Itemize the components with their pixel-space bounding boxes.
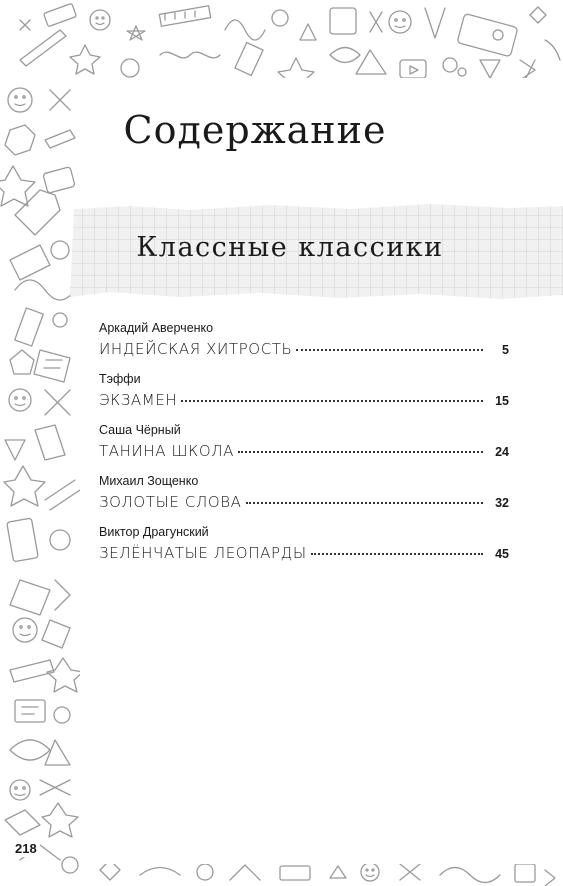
section-title: Классные классики	[136, 232, 444, 263]
toc-dot-leader	[296, 349, 483, 351]
toc-author: Саша Чёрный	[99, 423, 181, 437]
toc-author: Тэффи	[99, 372, 141, 386]
toc-dot-leader	[246, 502, 483, 504]
toc-page-number: 24	[495, 445, 509, 459]
toc-entry	[99, 473, 509, 524]
toc-story-title: ЗОЛОТЫЕ СЛОВА	[99, 493, 242, 511]
toc-author: Виктор Драгунский	[99, 525, 209, 539]
toc-page-number: 32	[495, 496, 509, 510]
toc-line[interactable]	[99, 442, 509, 464]
toc-line[interactable]	[99, 493, 509, 515]
toc-dot-leader	[238, 451, 483, 453]
toc-entry	[99, 320, 509, 371]
table-of-contents	[99, 320, 509, 575]
toc-author: Аркадий Аверченко	[99, 321, 214, 335]
toc-page-number: 45	[495, 547, 509, 561]
page-title: Содержание	[123, 108, 387, 152]
toc-line[interactable]	[99, 544, 509, 566]
toc-page-number: 5	[502, 343, 509, 357]
toc-story-title: ЭКЗАМЕН	[99, 391, 178, 409]
toc-dot-leader	[311, 553, 483, 555]
toc-line[interactable]	[99, 340, 509, 362]
page-number: 218	[12, 840, 40, 857]
toc-story-title: ЗЕЛЁНЧАТЫЕ ЛЕОПАРДЫ	[99, 544, 307, 562]
toc-story-title: ТАНИНА ШКОЛА	[99, 442, 235, 460]
toc-story-title: ИНДЕЙСКАЯ ХИТРОСТЬ	[99, 340, 293, 358]
toc-entry	[99, 422, 509, 473]
toc-author: Михаил Зощенко	[99, 474, 199, 488]
toc-dot-leader	[181, 400, 483, 402]
toc-entry	[99, 524, 509, 575]
toc-page-number: 15	[495, 394, 509, 408]
toc-line[interactable]	[99, 391, 509, 413]
toc-entry	[99, 371, 509, 422]
